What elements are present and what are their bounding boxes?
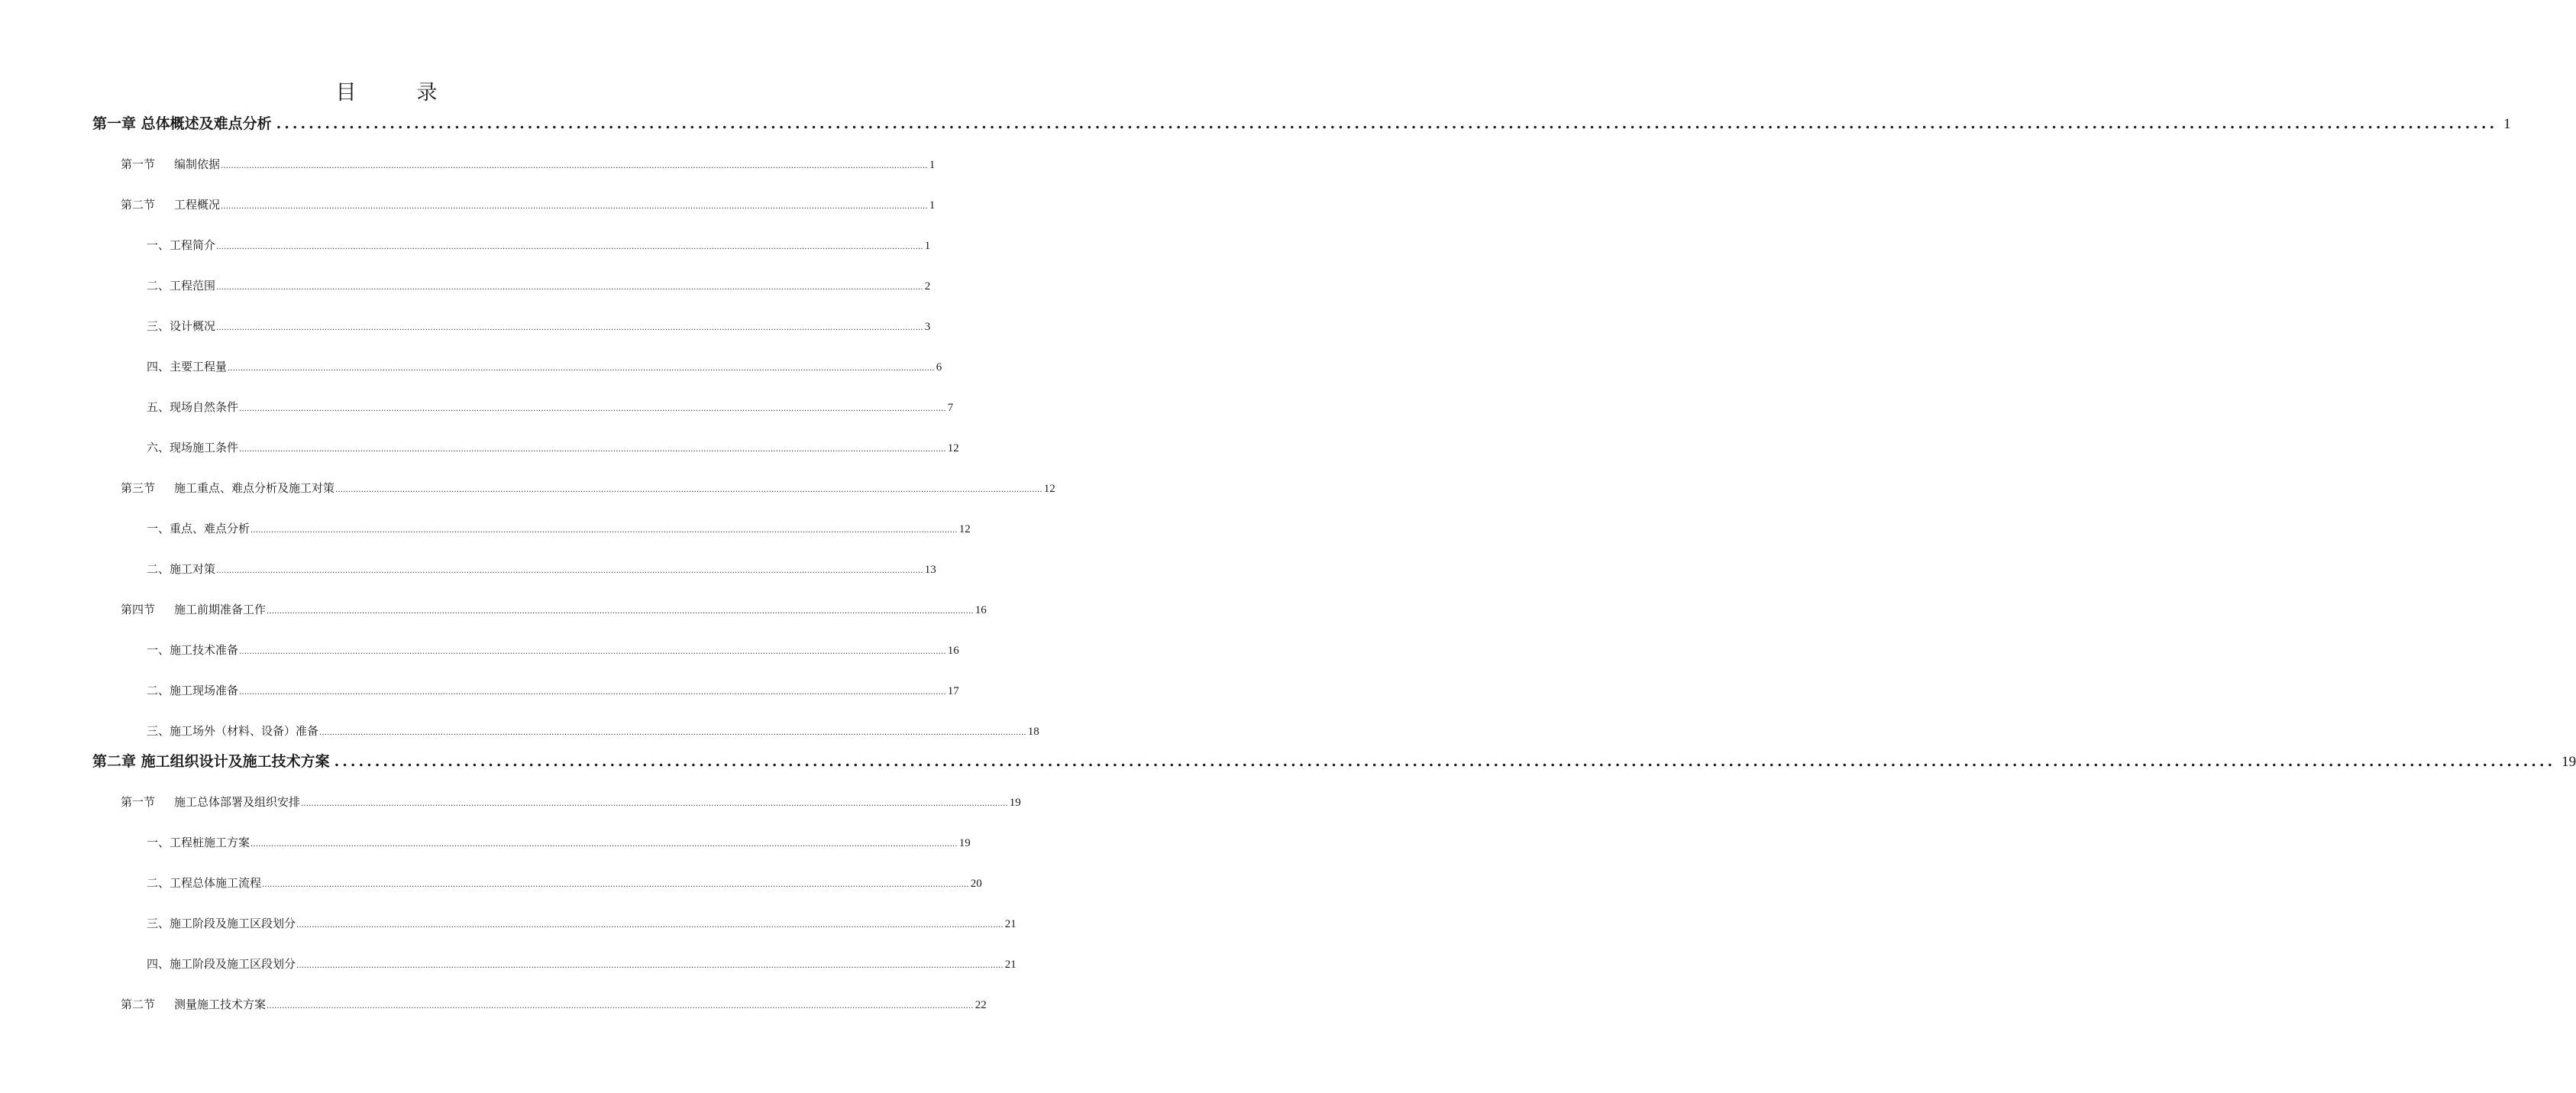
toc-leader-dots: .................................................................................................................................................................................................................................................................................. <box>239 405 946 413</box>
toc-page-number: 22 <box>974 999 987 1011</box>
toc-section-number: 第一节 <box>121 795 156 809</box>
toc-entry-label: 五、现场自然条件 <box>147 400 239 414</box>
toc-subsection[interactable] <box>147 956 1017 972</box>
toc-page-number: 7 <box>947 402 954 414</box>
toc-leader-dots: .................................................................................................................................................................................................................................................................................. <box>221 202 928 211</box>
toc-leader-dots: .................................................................................................................................................................................................................................................................................. <box>267 607 974 616</box>
toc-leader-dots: .................................................................................................................................................................................................................................................................................. <box>301 800 1008 808</box>
toc-entry-label: 施工重点、难点分析及施工对策 <box>174 481 335 495</box>
toc-page-number: 1 <box>924 240 931 252</box>
toc-leader-dots: .................................................................................................................................................................................................................................................................................. <box>262 881 969 889</box>
toc-leader-dots: .................................................................................................................................................................................................................................................................................. <box>250 840 958 849</box>
toc-entry-label: 三、设计概况 <box>147 319 216 333</box>
toc-page-number: 1 <box>929 159 936 171</box>
toc-subsection[interactable] <box>147 642 959 658</box>
toc-leader-dots: .................................................................................................................................................................................................................................................................................. <box>216 283 923 292</box>
toc-entry-label: 三、施工阶段及施工区段划分 <box>147 917 296 930</box>
toc-page-number: 16 <box>947 645 959 657</box>
toc-entry-label: 测量施工技术方案 <box>174 998 267 1011</box>
toc-section[interactable] <box>121 601 987 618</box>
toc-subsection[interactable] <box>147 915 1017 932</box>
toc-entry-label: 第二章 施工组织设计及施工技术方案 <box>92 753 330 770</box>
toc-leader-dots: .................................................................................................................................................................................................................................................................................. <box>335 486 1042 494</box>
toc-page-number: 21 <box>1004 959 1017 971</box>
toc-subsection[interactable] <box>147 520 971 537</box>
toc-page-number: 1 <box>2503 116 2511 132</box>
toc-entry-label: 一、重点、难点分析 <box>147 522 250 535</box>
toc-page-number: 21 <box>1004 918 1017 930</box>
toc-entry-label: 四、主要工程量 <box>147 360 228 373</box>
toc-chapter-2[interactable] <box>92 752 2576 771</box>
toc-leader-dots: .................................................................................................................................................................................................................................................................................. <box>296 921 1004 930</box>
toc-section[interactable] <box>121 156 936 173</box>
toc-chapter-1[interactable] <box>92 114 2511 134</box>
toc-section-number: 第三节 <box>121 481 156 495</box>
toc-page-number: 12 <box>947 442 959 454</box>
toc-entry-label: 工程概况 <box>174 198 221 212</box>
toc-leader-dots: .................................................................................................................................................................................................................................................................................. <box>239 648 946 656</box>
toc-page-number: 19 <box>1009 797 1021 809</box>
toc-entry-label: 一、工程桩施工方案 <box>147 836 250 849</box>
toc-page-number: 1 <box>929 199 936 212</box>
toc-leader-dots: .................................................................................................................................................................................................................................................................................. <box>319 729 1026 737</box>
toc-subsection[interactable] <box>147 318 931 335</box>
toc-entry-label: 二、工程总体施工流程 <box>147 876 262 890</box>
toc-subsection[interactable] <box>147 399 954 416</box>
toc-entry-label: 一、施工技术准备 <box>147 643 239 657</box>
toc-section-number: 第四节 <box>121 603 156 616</box>
toc-subsection[interactable] <box>147 439 959 456</box>
toc-subsection[interactable] <box>147 682 959 699</box>
toc-page-number: 12 <box>1043 483 1055 495</box>
toc-section[interactable] <box>121 794 1021 810</box>
toc-leader-dots: .................................................................................................................................................................................................................................................................................. <box>216 324 923 332</box>
toc-leader-dots: .................................................................................................................................................................................................................................................................................. <box>228 364 935 373</box>
toc-entry-label: 二、施工现场准备 <box>147 684 239 697</box>
toc-section-number: 第二节 <box>121 998 156 1011</box>
toc-page-number: 18 <box>1027 726 1039 738</box>
toc-page-number: 16 <box>974 604 987 616</box>
toc-leader-dots: .................................................................................................................................................................................................................................................................................. <box>216 567 923 575</box>
toc-leader-dots: .................................................................................................................................................................................................................................................................................. <box>221 162 928 170</box>
toc-page-number: 20 <box>970 878 982 890</box>
toc-entry-label: 三、施工场外（材料、设备）准备 <box>147 724 319 738</box>
toc-entry-label: 施工前期准备工作 <box>174 603 267 616</box>
toc-page-number: 13 <box>924 564 936 576</box>
toc-subsection[interactable] <box>147 277 931 294</box>
toc-leader-dots: .................................................................................................................................................................................................................................................................................. <box>216 243 923 251</box>
toc-section-number: 第一节 <box>121 157 156 171</box>
toc-page-number: 19 <box>2561 754 2576 770</box>
toc-entry-label: 第一章 总体概述及难点分析 <box>92 115 272 132</box>
toc-entry-label: 二、工程范围 <box>147 279 216 293</box>
toc-leader-dots: .................................................................................................................................................................................................................................................................................. <box>239 688 946 697</box>
toc-section[interactable] <box>121 996 987 1013</box>
toc-subsection[interactable] <box>147 834 971 851</box>
toc-entry-label: 施工总体部署及组织安排 <box>174 795 301 809</box>
toc-entry-label: 一、工程简介 <box>147 238 216 252</box>
toc-page-number: 17 <box>947 685 959 697</box>
toc-entry-label: 四、施工阶段及施工区段划分 <box>147 957 296 971</box>
toc-entry-label: 编制依据 <box>174 157 221 171</box>
toc-page-number: 2 <box>924 280 931 293</box>
toc-leader-dots: .................................................................................................................................................................................................................................................................................. <box>250 526 958 535</box>
toc-entry-label: 二、施工对策 <box>147 562 216 576</box>
toc-leader-dots: .................................................................................................................................................................................................................................................................................. <box>276 115 2498 132</box>
toc-section-number: 第二节 <box>121 198 156 212</box>
toc-section[interactable] <box>121 196 936 213</box>
toc-leader-dots: .................................................................................................................................................................................................................................................................................. <box>296 962 1004 970</box>
toc-leader-dots: .................................................................................................................................................................................................................................................................................. <box>334 753 2556 770</box>
toc-page-number: 19 <box>958 837 971 849</box>
toc-leader-dots: .................................................................................................................................................................................................................................................................................. <box>239 445 946 454</box>
toc-title: 目 录 <box>335 81 457 105</box>
toc-section[interactable] <box>121 480 1055 496</box>
toc-entry-label: 六、现场施工条件 <box>147 441 239 454</box>
toc-page-number: 12 <box>958 523 971 535</box>
toc-page-number: 6 <box>936 361 942 373</box>
toc-subsection[interactable] <box>147 723 1039 739</box>
toc-page-number: 3 <box>924 321 931 333</box>
toc-subsection[interactable] <box>147 875 982 891</box>
toc-subsection[interactable] <box>147 237 931 254</box>
toc-subsection[interactable] <box>147 358 942 375</box>
toc-subsection[interactable] <box>147 561 936 577</box>
toc-leader-dots: .................................................................................................................................................................................................................................................................................. <box>267 1002 974 1011</box>
